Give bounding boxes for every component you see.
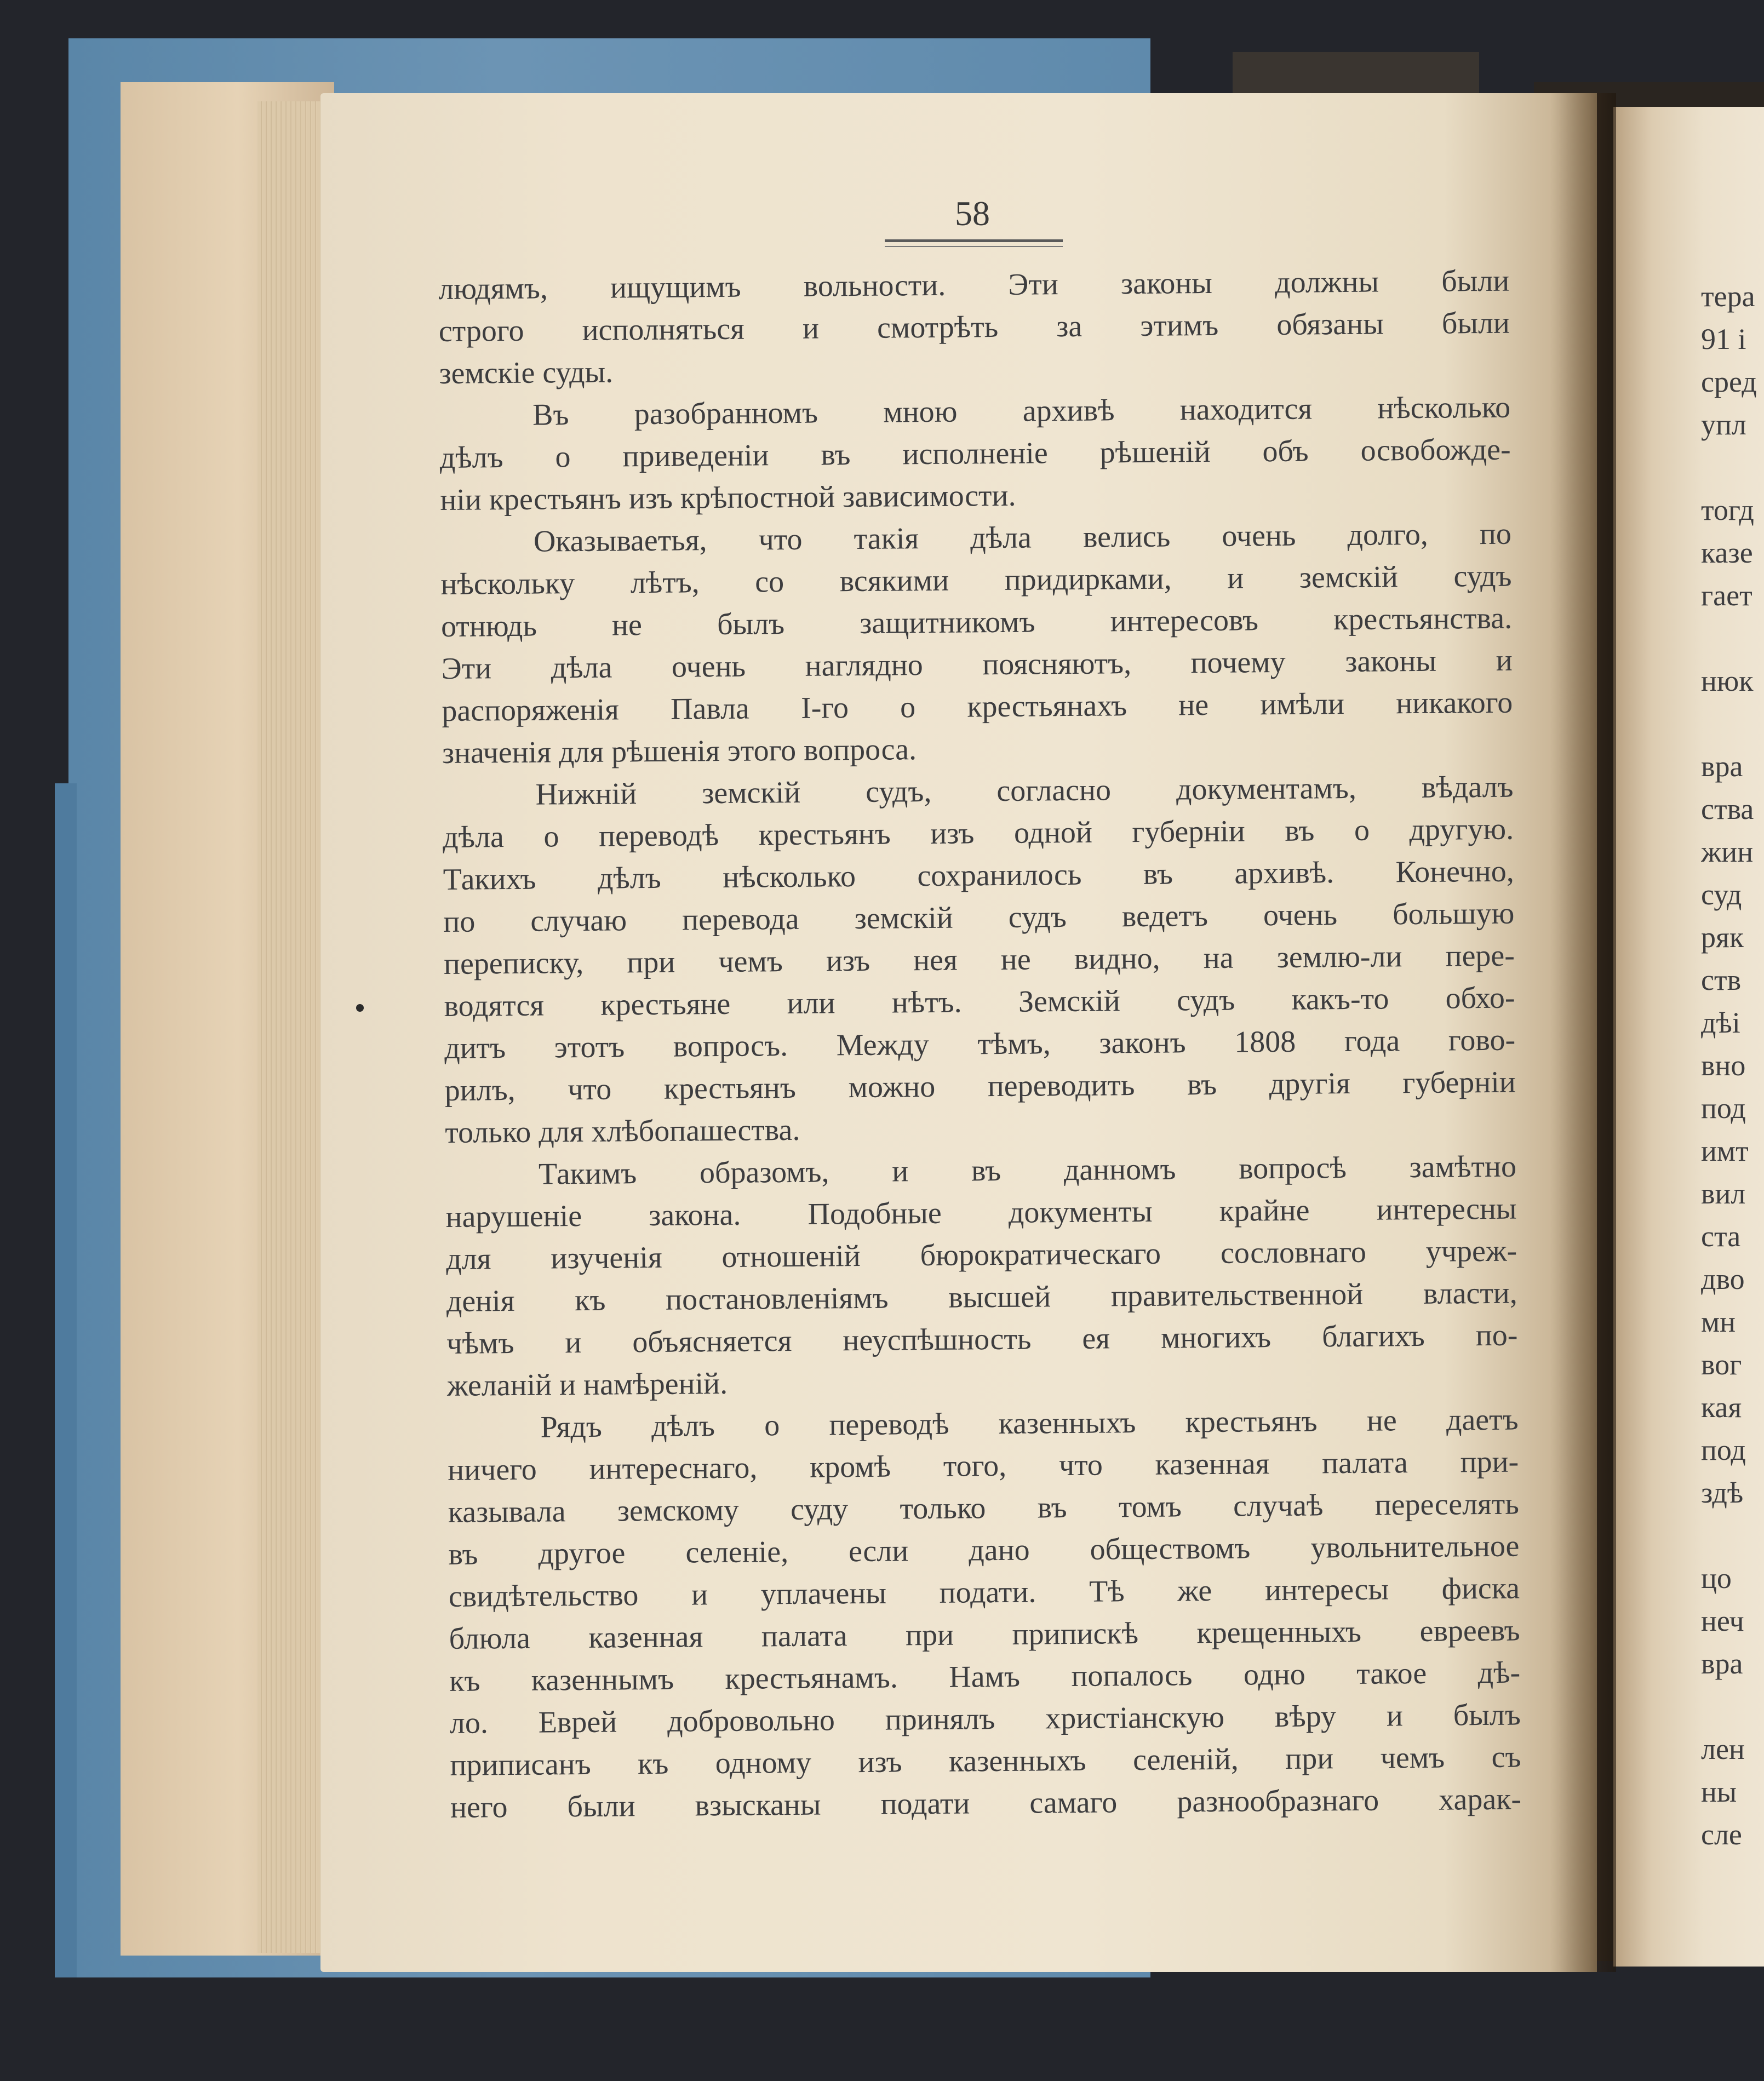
text-line: ло. Еврей добровольно принялъ христіанскую вѣру и былъ xyxy=(449,1698,1521,1740)
text-line: Такимъ образомъ, и въ данномъ вопросѣ замѣтно xyxy=(538,1149,1517,1191)
page-edges xyxy=(257,101,329,1953)
fragment: тогд xyxy=(1701,494,1754,526)
text-line: дѣла о переводѣ крестьянъ изъ одной губерніи въ о другую. xyxy=(442,812,1514,855)
fragment: вог xyxy=(1701,1348,1742,1381)
body-text xyxy=(438,260,1521,1829)
text-line: переписку, при чемъ изъ нея не видно, на землю-ли пере- xyxy=(443,938,1515,981)
text-line: Такихъ дѣлъ нѣсколько сохранилось въ архивѣ. Конечно, xyxy=(443,854,1514,897)
fragment: ства xyxy=(1701,793,1754,825)
fragment: здѣ xyxy=(1701,1476,1744,1509)
text-line: него были взысканы подати самаго разнообразнаго харак- xyxy=(450,1782,1522,1825)
text-line: дѣлъ о приведеніи въ исполненіе рѣшеній объ освобожде- xyxy=(439,432,1511,475)
fragment: сред xyxy=(1701,365,1757,398)
fragment: сле xyxy=(1701,1818,1742,1851)
fragment: дѣі xyxy=(1701,1006,1740,1039)
fragment: вно xyxy=(1701,1049,1746,1082)
fragment: кая xyxy=(1701,1391,1742,1424)
fragment: вил xyxy=(1701,1177,1746,1210)
fragment: тера xyxy=(1701,280,1755,313)
text-line: Въ разобранномъ мною архивѣ находится нѣсколько xyxy=(532,390,1511,432)
fragment: под xyxy=(1701,1434,1746,1466)
fragment: ста xyxy=(1701,1220,1741,1253)
fragment: лен xyxy=(1701,1733,1745,1765)
text-line: значенія для рѣшенія этого вопроса. xyxy=(442,732,917,770)
right-page-text xyxy=(1701,279,1764,1868)
text-line: приписанъ къ одному изъ казенныхъ селеній, при чемъ съ xyxy=(450,1740,1521,1782)
page-number: 58 xyxy=(955,194,990,233)
fragment: ны xyxy=(1701,1775,1737,1808)
fragment: неч xyxy=(1701,1604,1744,1637)
text-line: Оказываетья, что такія дѣла велись очень долго, по xyxy=(533,517,1512,559)
text-line: Нижній земскій судъ, согласно документамъ, вѣдалъ xyxy=(535,770,1514,812)
text-line: ничего интереснаго, кромѣ того, что казенная палата при- xyxy=(447,1444,1519,1487)
text-line: свидѣтельство и уплачены подати. Тѣ же интересы фиска xyxy=(448,1571,1520,1614)
fragment: имт xyxy=(1701,1134,1749,1167)
fragment: нюк xyxy=(1701,664,1754,697)
text-line: ніи крестьянъ изъ крѣпостной зависимости. xyxy=(440,478,1016,517)
text-line: для изученія отношеній бюрократическаго сословнаго учреж- xyxy=(445,1234,1517,1276)
text-line: казывала земскому суду только въ томъ случаѣ переселять xyxy=(448,1487,1520,1529)
text-line: нѣскольку лѣтъ, со всякими придирками, и земскій судъ xyxy=(440,559,1512,601)
fragment: под xyxy=(1701,1092,1746,1125)
fragment: казе xyxy=(1701,536,1753,569)
fragment: упл xyxy=(1701,408,1746,441)
text-line: людямъ, ищущимъ вольности. Эти законы должны были xyxy=(438,263,1510,306)
fragment: гает xyxy=(1701,579,1752,612)
text-line: земскіе суды. xyxy=(439,355,614,391)
fragment: цо xyxy=(1701,1562,1732,1595)
text-line: отнюдь не былъ защитникомъ интересовъ крестьянства. xyxy=(440,601,1513,644)
fragment: ств xyxy=(1701,964,1742,996)
text-line: рилъ, что крестьянъ можно переводить въ другія губерніи xyxy=(444,1065,1516,1108)
fragment: вра xyxy=(1701,750,1743,783)
text-line: дитъ этотъ вопросъ. Между тѣмъ, законъ 1808 года гово- xyxy=(444,1023,1516,1065)
fragment: вра xyxy=(1701,1647,1743,1680)
text-line: водятся крестьяне или нѣтъ. Земскій судъ какъ-то обхо- xyxy=(444,981,1515,1023)
fragment: мн xyxy=(1701,1305,1736,1338)
page-number-rule-thin xyxy=(885,246,1063,247)
fragment: 91 і xyxy=(1701,323,1746,356)
text-line: только для хлѣбопашества. xyxy=(445,1113,800,1150)
text-line: денія къ постановленіямъ высшей правительственной власти, xyxy=(446,1276,1517,1318)
text-line: Рядъ дѣлъ о переводѣ казенныхъ крестьянъ не даетъ xyxy=(540,1402,1519,1444)
text-line: по случаю перевода земскій судъ ведетъ очень большую xyxy=(443,896,1515,939)
text-line: чѣмъ и объясняется неуспѣшность ея многихъ благихъ по- xyxy=(446,1318,1518,1361)
text-line: Эти дѣла очень наглядно поясняютъ, почему законы и xyxy=(441,643,1513,686)
fragment: ряк xyxy=(1701,921,1744,954)
text-line: распоряженія Павла I-го о крестьянахъ не имѣли никакого xyxy=(442,685,1513,728)
text-line: въ другое селеніе, если дано обществомъ увольнительное xyxy=(448,1529,1520,1572)
fragment: дво xyxy=(1701,1263,1745,1295)
fragment: суд xyxy=(1701,878,1742,911)
cover-edge xyxy=(55,783,77,1977)
ink-speck xyxy=(356,1004,364,1012)
fragment: жин xyxy=(1701,835,1754,868)
text-line: блюла казенная палата при припискѣ крещенныхъ евреевъ xyxy=(449,1613,1520,1656)
book-gutter xyxy=(1550,93,1616,1972)
text-line: нарушеніе закона. Подобные документы крайне интересны xyxy=(445,1191,1517,1234)
text-line: строго исполняться и смотрѣть за этимъ обязаны были xyxy=(438,306,1510,348)
text-line: къ казеннымъ крестьянамъ. Намъ попалось одно такое дѣ- xyxy=(449,1655,1521,1698)
text-line: желаній и намѣреній. xyxy=(446,1366,728,1403)
page-number-rule xyxy=(885,239,1063,242)
